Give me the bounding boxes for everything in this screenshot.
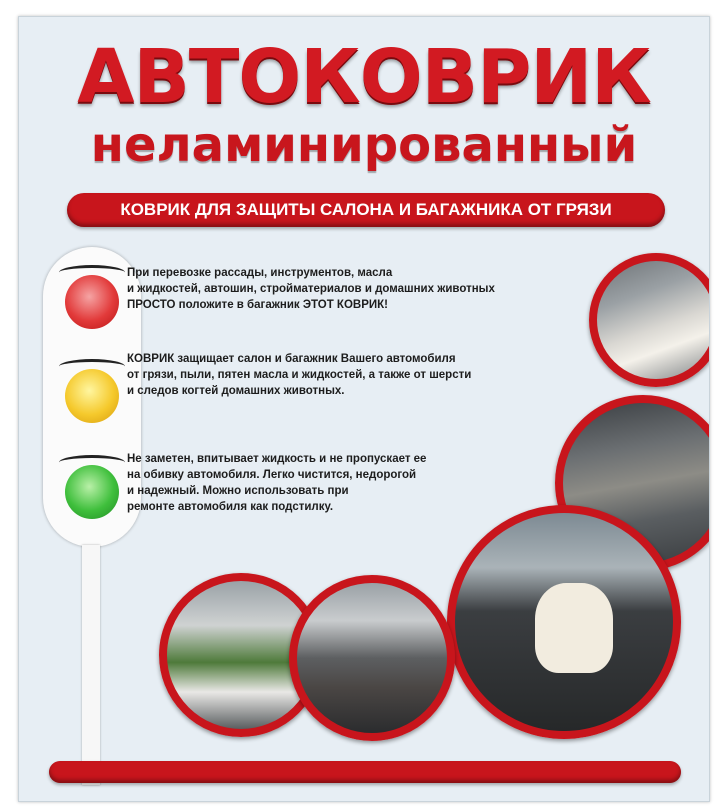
traffic-light-pole bbox=[82, 545, 100, 785]
paragraph-line: на обивку автомобиля. Легко чистится, недорогой bbox=[127, 469, 417, 481]
paragraph-line: Не заметен, впитывает жидкость и не пропускает ее bbox=[127, 453, 427, 465]
paragraph-features bbox=[127, 451, 467, 515]
red-light-icon bbox=[65, 275, 119, 329]
paragraph-line: При перевозке рассады, инструментов, масла bbox=[127, 267, 393, 279]
trunk-with-dog-photo bbox=[447, 505, 681, 739]
dog-icon bbox=[535, 583, 613, 673]
bottom-bar bbox=[49, 761, 681, 783]
poster-subtitle: неламинированный bbox=[90, 117, 638, 173]
paragraph-line: ПРОСТО положите в багажник ЭТОТ КОВРИК! bbox=[127, 299, 388, 311]
green-light-icon bbox=[65, 465, 119, 519]
headline-banner: КОВРИК ДЛЯ ЗАЩИТЫ САЛОНА И БАГАЖНИКА ОТ ГРЯЗИ bbox=[67, 193, 665, 227]
poster bbox=[18, 16, 710, 802]
paragraph-protection bbox=[127, 351, 507, 399]
paragraph-line: КОВРИК защищает салон и багажник Вашего автомобиля bbox=[127, 353, 456, 365]
poster-title: АВТОКОВРИК bbox=[77, 34, 651, 120]
yellow-light-icon bbox=[65, 369, 119, 423]
trunk-with-bags-photo bbox=[589, 253, 710, 387]
paragraph-line: и надежный. Можно использовать при bbox=[127, 485, 349, 497]
trunk-with-tires-photo bbox=[289, 575, 455, 741]
paragraph-line: и жидкостей, автошин, стройматериалов и домашних животных bbox=[127, 283, 495, 295]
paragraph-transport bbox=[127, 265, 597, 313]
paragraph-line: и следов когтей домашних животных. bbox=[127, 385, 345, 397]
paragraph-line: от грязи, пыли, пятен масла и жидкостей, а также от шерсти bbox=[127, 369, 472, 381]
paragraph-line: ремонте автомобиля как подстилку. bbox=[127, 501, 334, 513]
